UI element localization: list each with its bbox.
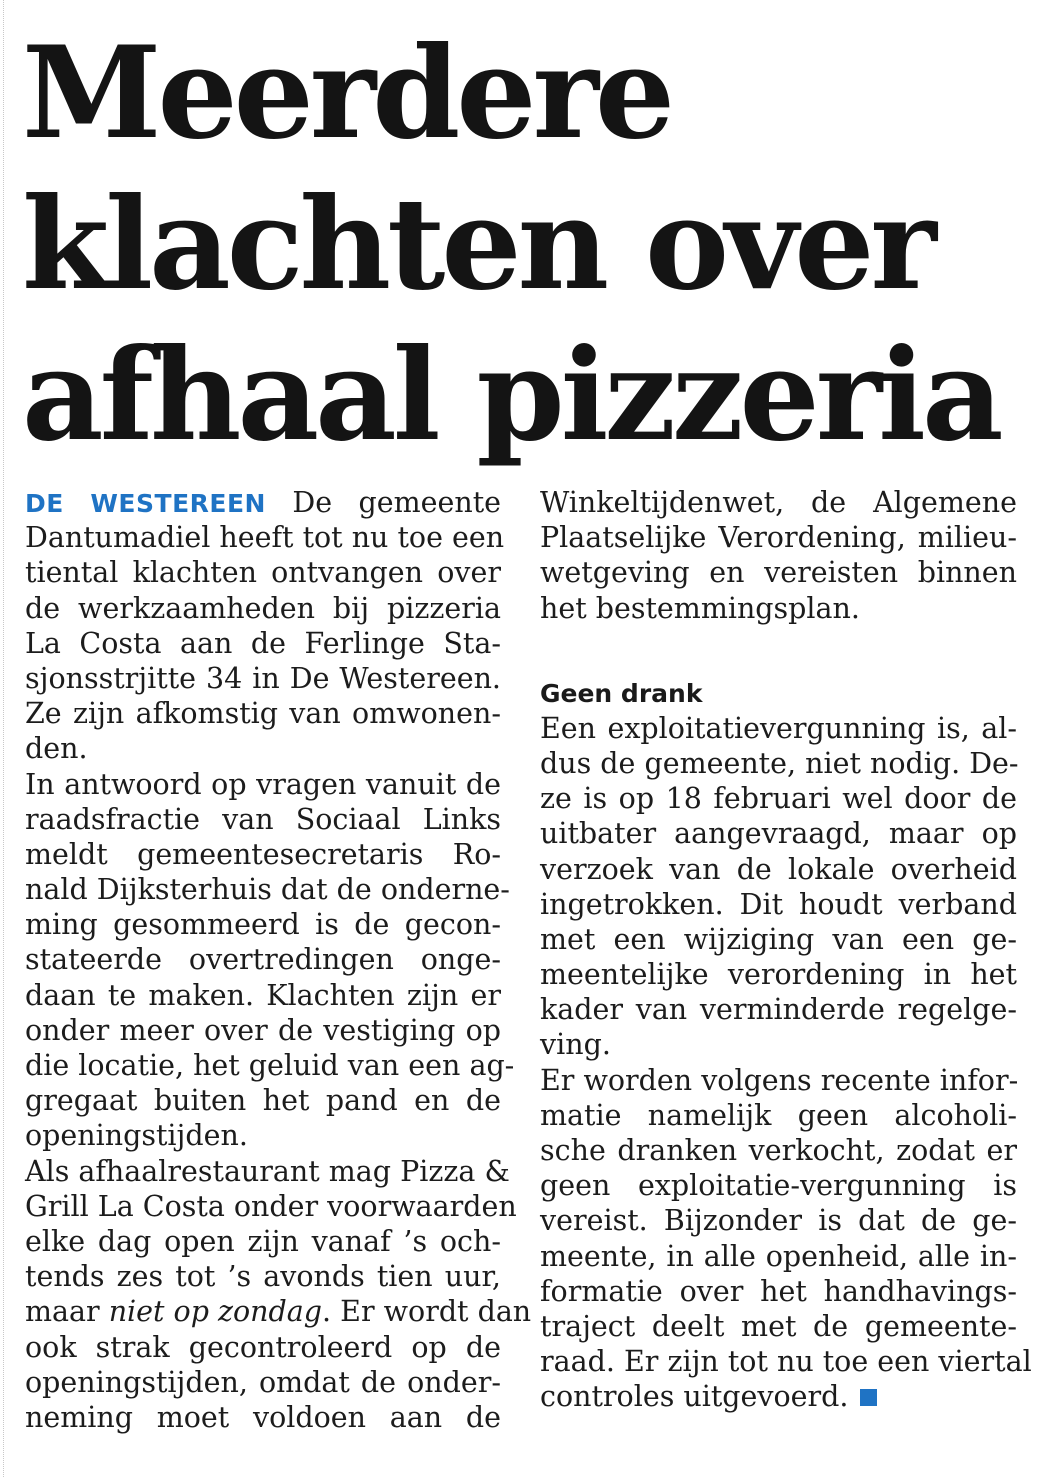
body-line: Er worden volgens recente infor-	[540, 1063, 1019, 1097]
body-line: raadsfractie van Sociaal Links	[25, 802, 501, 836]
page-edge-divider	[3, 0, 4, 1477]
body-line: ze is op 18 februari wel door de	[540, 782, 1017, 816]
body-line: sjonsstrjitte 34 in De Westereen.	[25, 661, 501, 695]
body-line: stateerde overtredingen onge-	[25, 943, 501, 977]
body-line: met een wijziging van een ge-	[540, 922, 1017, 956]
headline-line-1: Meerdere	[22, 19, 672, 167]
body-line: meente, in alle openheid, alle in-	[540, 1239, 1017, 1273]
body-line: elke dag open zijn vanaf ’s och-	[25, 1224, 501, 1258]
body-line: neming moet voldoen aan de	[25, 1400, 501, 1434]
body-line: Een exploitatievergunning is, al-	[540, 711, 1017, 745]
body-line: nald Dijksterhuis dat de onderne-	[25, 873, 510, 907]
body-line: La Costa aan de Ferlinge Sta-	[25, 626, 501, 660]
body-line: Als afhaalrestaurant mag Pizza &	[25, 1154, 510, 1188]
body-line: Dantumadiel heeft tot nu toe een	[25, 521, 505, 555]
body-line: tiental klachten ontvangen over	[25, 556, 501, 590]
body-text: controles uitgevoerd.	[540, 1380, 849, 1414]
body-line: die locatie, het geluid van een ag-	[25, 1049, 515, 1082]
body-line	[25, 1294, 532, 1329]
body-line: Grill La Costa onder voorwaarden	[25, 1189, 517, 1223]
body-line: geen exploitatie-vergunning is	[540, 1169, 1017, 1203]
body-line: kader van verminderde regelge-	[540, 993, 1017, 1027]
body-line	[25, 485, 501, 520]
body-line: dus de gemeente, niet nodig. De-	[540, 746, 1019, 780]
body-line: ving.	[540, 1028, 611, 1062]
body-line: meldt gemeentesecretaris Ro-	[25, 837, 501, 871]
body-line: sche dranken verkocht, zodat er	[540, 1134, 1017, 1167]
body-line: de werkzaamheden bij pizzeria	[25, 591, 501, 625]
body-line: ingetrokken. Dit houdt verband	[540, 887, 1017, 921]
body-text: maar	[25, 1295, 100, 1329]
dateline: DE WESTEREEN	[25, 489, 266, 518]
body-line: verzoek van de lokale overheid	[540, 852, 1017, 886]
body-line: wetgeving en vereisten binnen	[540, 556, 1017, 590]
emphasis-text: niet op zondag	[108, 1295, 323, 1329]
body-line: traject deelt met de gemeente-	[540, 1309, 1017, 1343]
article-column-left	[25, 485, 532, 1435]
body-line: gregaat buiten het pand en de	[25, 1084, 501, 1118]
body-line: Plaatselijke Verordening, milieu-	[540, 521, 1017, 555]
body-text: De gemeente	[292, 486, 502, 519]
blue-square-end-icon	[860, 1389, 877, 1406]
body-line: openingstijden, omdat de onder-	[25, 1365, 501, 1399]
body-line: openingstijden.	[25, 1119, 248, 1153]
body-line: meentelijke verordening in het	[540, 958, 1017, 992]
body-line: ook strak gecontroleerd op de	[25, 1330, 501, 1364]
body-line	[540, 1379, 1017, 1414]
section-spacer	[540, 626, 1017, 676]
headline-line-3: afhaal pizzeria	[22, 321, 1000, 469]
body-line: In antwoord op vragen vanuit de	[25, 767, 501, 801]
body-line: ming gesommeerd is de gecon-	[25, 908, 501, 942]
body-text: . Er wordt dan	[322, 1295, 532, 1329]
body-line: tends zes tot ’s avonds tien uur,	[25, 1260, 501, 1294]
article-column-right	[540, 485, 1032, 1415]
body-line: vereist. Bijzonder is dat de ge-	[540, 1204, 1017, 1238]
body-line: onder meer over de vestiging op	[25, 1013, 501, 1047]
body-line: den.	[25, 732, 88, 766]
headline-line-2: klachten over	[22, 170, 933, 318]
body-line: Winkeltijdenwet, de Algemene	[540, 486, 1017, 519]
body-line: daan te maken. Klachten zijn er	[25, 978, 501, 1012]
body-line: uitbater aangevraagd, maar op	[540, 817, 1017, 851]
body-line: het bestemmingsplan.	[540, 591, 860, 625]
body-line: formatie over het handhavings-	[540, 1274, 1017, 1308]
body-line: raad. Er zijn tot nu toe een viertal	[540, 1345, 1032, 1379]
subheading: Geen drank	[540, 678, 703, 708]
body-line: matie namelijk geen alcoholi-	[540, 1098, 1017, 1132]
body-line: Ze zijn afkomstig van omwonen-	[25, 697, 501, 731]
article-headline	[22, 18, 1032, 471]
